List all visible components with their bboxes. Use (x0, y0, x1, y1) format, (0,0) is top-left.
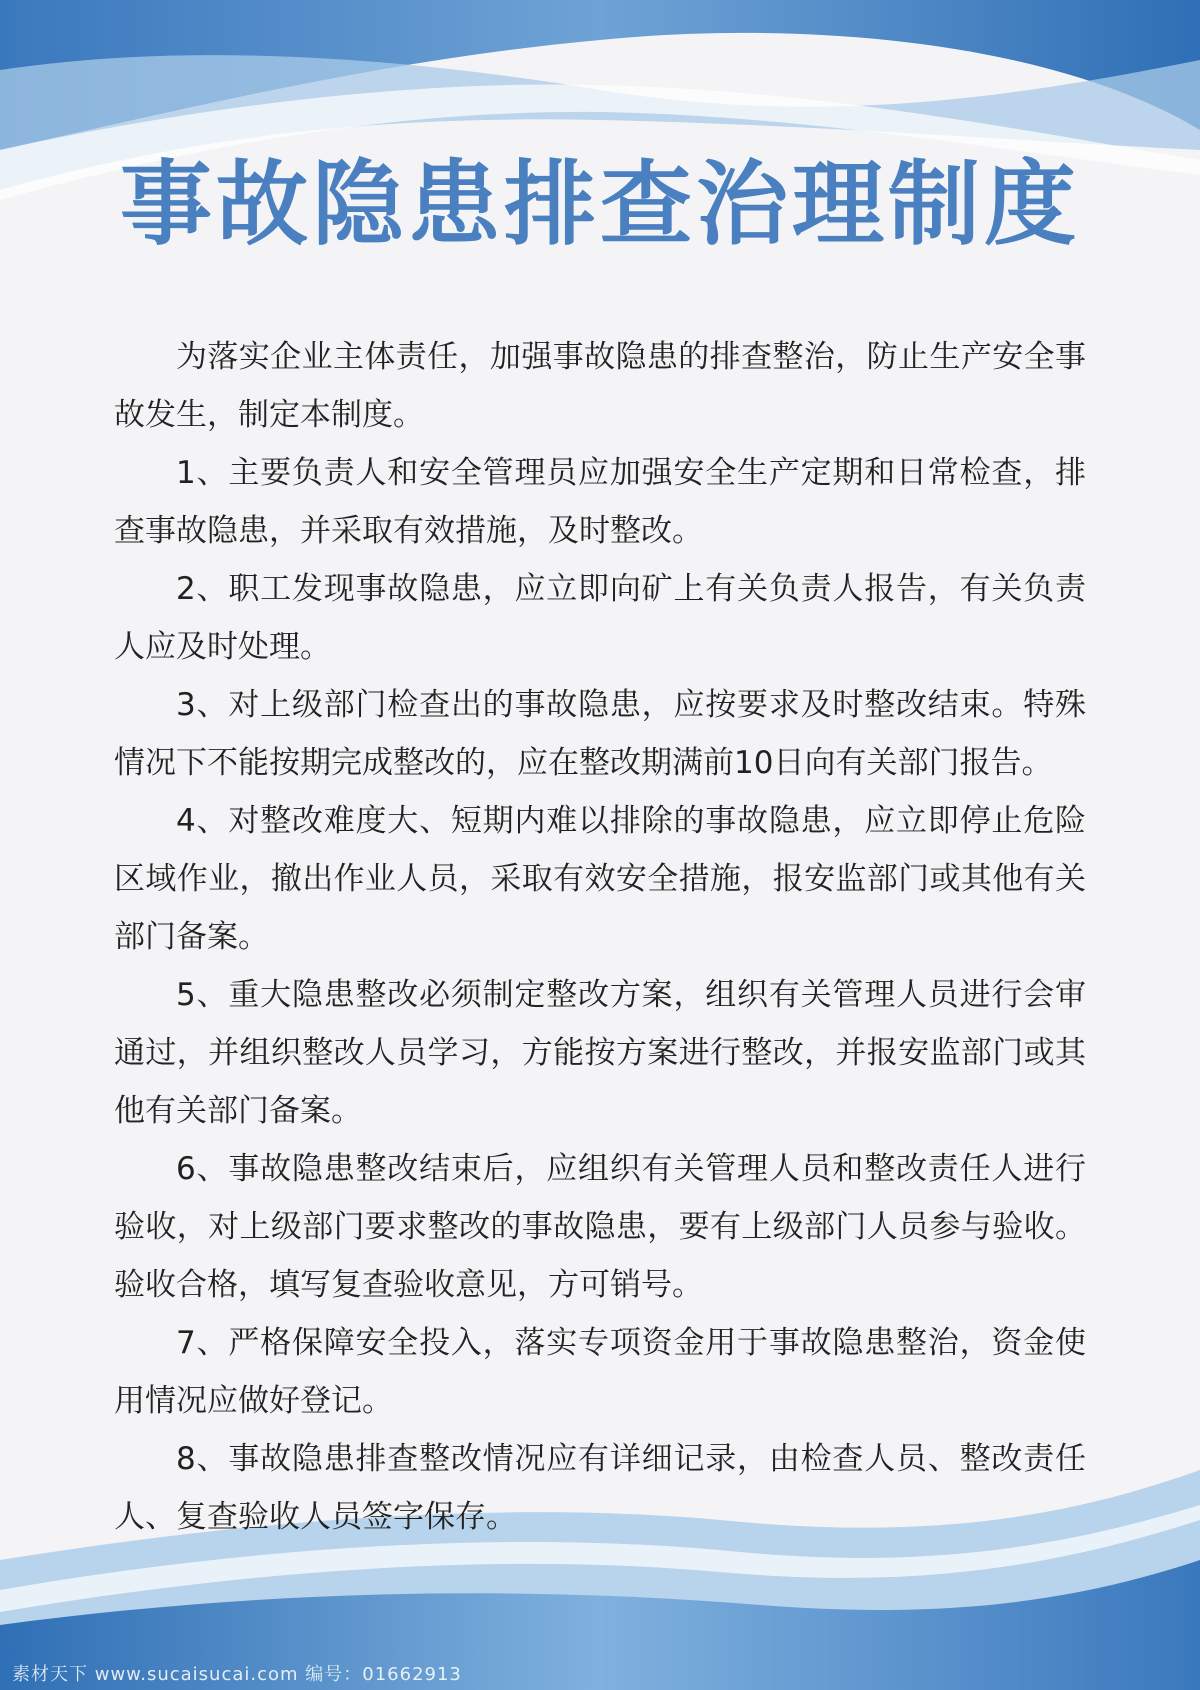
policy-body (114, 328, 1086, 1546)
watermark-text: 素材天下 www.sucaisucai.com 编号：01662913 (12, 1664, 462, 1685)
rule-5: 5、重大隐患整改必须制定整改方案，组织有关管理人员进行会审通过，并组织整改人员学习，方能按方案进行整改，并报安监部门或其他有关部门备案。 (114, 977, 1086, 1129)
rule-3: 3、对上级部门检查出的事故隐患，应按要求及时整改结束。特殊情况下不能按期完成整改的，应在整改期满前10日向有关部门报告。 (114, 687, 1086, 781)
rule-1: 1、主要负责人和安全管理员应加强安全生产定期和日常检查，排查事故隐患，并采取有效措施，及时整改。 (114, 455, 1086, 549)
rule-4: 4、对整改难度大、短期内难以排除的事故隐患，应立即停止危险区域作业，撤出作业人员，采取有效安全措施，报安监部门或其他有关部门备案。 (114, 803, 1086, 955)
page-title: 事故隐患排查治理制度 (119, 151, 1080, 258)
rule-2: 2、职工发现事故隐患，应立即向矿上有关负责人报告，有关负责人应及时处理。 (114, 571, 1086, 665)
rule-6: 6、事故隐患整改结束后，应组织有关管理人员和整改责任人进行验收，对上级部门要求整改的事故隐患，要有上级部门人员参与验收。验收合格，填写复查验收意见，方可销号。 (114, 1151, 1086, 1303)
rule-8: 8、事故隐患排查整改情况应有详细记录，由检查人员、整改责任人、复查验收人员签字保存。 (114, 1441, 1086, 1535)
intro-paragraph: 为落实企业主体责任，加强事故隐患的排查整治，防止生产安全事故发生，制定本制度。 (114, 339, 1086, 433)
rule-7: 7、严格保障安全投入，落实专项资金用于事故隐患整治，资金使用情况应做好登记。 (114, 1325, 1086, 1419)
